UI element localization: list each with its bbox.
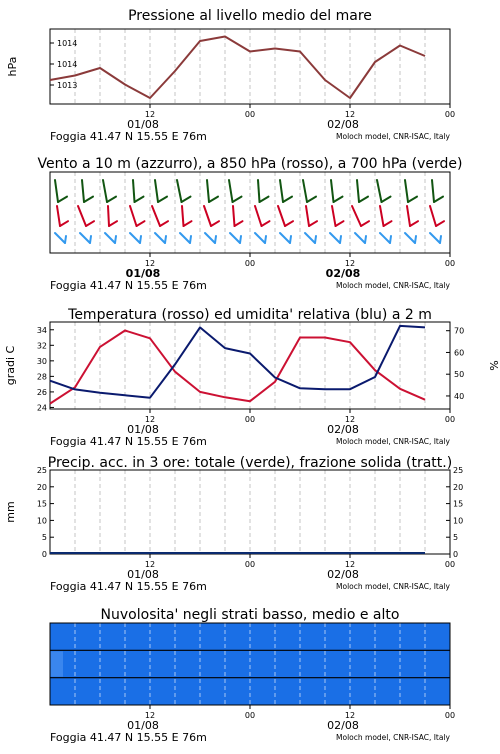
credit-label: Moloch model, CNR-ISAC, Italy (336, 437, 450, 446)
credit-label: Moloch model, CNR-ISAC, Italy (336, 582, 450, 591)
x-tick-label: 00 (444, 560, 456, 569)
panel-4-y-tick-label: 15 (36, 499, 47, 509)
x-tick-label: 12 (344, 259, 356, 268)
wind-barb-10m (315, 236, 316, 243)
wind-barb-850hpa (285, 221, 293, 226)
wind-barbs (55, 180, 444, 243)
wind-barb-700hpa (182, 197, 191, 202)
wind-barb-850hpa (57, 206, 60, 226)
wind-barb-700hpa (82, 180, 84, 202)
x-date-label: 02/08 (327, 423, 359, 436)
wind-barb-10m (230, 233, 240, 243)
x-date-label: 01/08 (127, 118, 159, 131)
wind-barb-700hpa (177, 180, 182, 202)
wind-barb-10m (90, 236, 91, 243)
panel-4-y-tick-label: 20 (36, 482, 47, 492)
x-date-label: 01/08 (127, 568, 159, 581)
wind-barb-850hpa (352, 206, 361, 226)
credit-label: Moloch model, CNR-ISAC, Italy (336, 132, 450, 141)
wind-barb-10m (140, 236, 141, 243)
wind-barb-10m (290, 236, 291, 243)
x-tick-label: 00 (244, 560, 256, 569)
wind-barb-10m (365, 236, 366, 243)
pressure-line (50, 37, 425, 99)
wind-barb-10m (65, 236, 66, 243)
wind-barb-10m (240, 236, 241, 243)
wind-barb-10m (190, 236, 191, 243)
panel-3-y-tick-label: 30 (36, 356, 47, 366)
wind-barb-850hpa (108, 206, 109, 226)
panel-4-y2-tick-label: 10 (453, 516, 464, 526)
wind-barb-700hpa (135, 197, 144, 202)
wind-barb-700hpa (432, 180, 434, 202)
panel-5-title: Nuvolosita' negli strati basso, medio e alto (100, 607, 400, 623)
location-label: Foggia 41.47 N 15.55 E 76m (50, 580, 207, 593)
wind-barb-850hpa (436, 221, 444, 226)
wind-barb-850hpa (78, 206, 86, 226)
panel-1-y-tick-label: 1014 (57, 60, 78, 69)
wind-barb-850hpa (160, 221, 168, 226)
wind-barb-700hpa (207, 180, 209, 202)
wind-barb-850hpa (430, 206, 436, 226)
x-tick-label: 00 (444, 110, 456, 119)
wind-barb-850hpa (86, 221, 94, 226)
wind-barb-850hpa (109, 221, 117, 226)
wind-barb-850hpa (152, 206, 160, 226)
x-tick-label: 12 (144, 711, 156, 720)
x-tick-label: 12 (144, 110, 156, 119)
x-tick-label: 00 (244, 110, 256, 119)
x-date-label: 01/08 (127, 423, 159, 436)
x-tick-label: 12 (344, 711, 356, 720)
wind-barb-10m (415, 236, 416, 243)
wind-barb-700hpa (334, 197, 343, 202)
panel-3-y2-tick-label: 50 (454, 370, 465, 380)
x-tick-label: 00 (444, 415, 456, 424)
wind-barb-10m (340, 236, 341, 243)
wind-barb-850hpa (60, 221, 68, 226)
panel-4-y-tick-label: 25 (36, 466, 47, 475)
wind-barb-10m (155, 233, 165, 243)
panel-4-y2-tick-label: 15 (453, 499, 464, 509)
wind-barb-700hpa (233, 197, 242, 202)
panel-3-y2-tick-label: 70 (454, 326, 465, 336)
panel-3-y-tick-label: 32 (36, 341, 47, 351)
x-tick-label: 12 (344, 560, 356, 569)
wind-barb-700hpa (84, 197, 93, 202)
wind-barb-10m (115, 236, 116, 243)
wind-barb-10m (355, 233, 365, 243)
wind-barb-10m (380, 233, 390, 243)
wind-barb-10m (265, 236, 266, 243)
wind-barb-10m (105, 233, 115, 243)
wind-barb-850hpa (336, 221, 344, 226)
wind-barb-700hpa (107, 197, 116, 202)
panel-3-y-tick-label: 28 (36, 372, 47, 382)
location-label: Foggia 41.47 N 15.55 E 76m (50, 731, 207, 744)
panel-3-title: Temperatura (rosso) ed umidita' relativa (blu) a 2 m (68, 307, 432, 323)
panel-4-y-tick-label: 5 (41, 533, 47, 543)
panel-3-y2-tick-label: 60 (454, 348, 465, 358)
wind-barb-10m (130, 233, 140, 243)
wind-barb-10m (165, 236, 166, 243)
wind-barb-10m (330, 233, 340, 243)
wind-barb-700hpa (158, 197, 167, 202)
x-date-label: 01/08 (125, 267, 161, 280)
panel-1-title: Pressione al livello medio del mare (128, 8, 372, 24)
wind-barb-850hpa (255, 206, 262, 226)
panel-1-y-tick-label: 1013 (57, 81, 78, 90)
panel-4-ylabel: mm (4, 501, 17, 523)
wind-barb-700hpa (377, 180, 382, 202)
panel-3-y-tick-label: 34 (36, 325, 47, 335)
wind-barb-850hpa (278, 206, 285, 226)
wind-barb-850hpa (380, 206, 384, 226)
cloud-cell-light (50, 651, 63, 676)
wind-barb-10m (430, 233, 440, 243)
wind-barb-10m (205, 233, 215, 243)
wind-barb-700hpa (331, 180, 334, 202)
location-label: Foggia 41.47 N 15.55 E 76m (50, 279, 207, 292)
panel-3-y-tick-label: 24 (36, 403, 47, 413)
wind-barb-700hpa (359, 197, 368, 202)
wind-barb-700hpa (434, 197, 443, 202)
wind-barb-10m (180, 233, 190, 243)
x-date-label: 02/08 (327, 568, 359, 581)
wind-barb-850hpa (233, 206, 235, 226)
panel-4-title: Precip. acc. in 3 ore: totale (verde), frazione solida (tratt.) (47, 455, 453, 471)
wind-barb-700hpa (155, 180, 158, 202)
panel-3-y-tick-label: 26 (36, 387, 47, 397)
x-tick-label: 12 (344, 110, 356, 119)
wind-barb-850hpa (410, 221, 418, 226)
wind-barb-850hpa (204, 206, 211, 226)
wind-barb-850hpa (182, 206, 184, 226)
panel-4-y2-tick-label: 0 (453, 550, 459, 559)
panel-4-y2-tick-label: 20 (453, 482, 464, 492)
x-date-label: 02/08 (327, 118, 359, 131)
x-tick-label: 00 (244, 711, 256, 720)
wind-barb-700hpa (229, 180, 233, 202)
location-label: Foggia 41.47 N 15.55 E 76m (50, 130, 207, 143)
wind-barb-700hpa (283, 197, 292, 202)
x-date-label: 01/08 (127, 719, 159, 732)
wind-barb-700hpa (408, 197, 417, 202)
wind-barb-10m (80, 233, 90, 243)
wind-barb-10m (440, 236, 441, 243)
x-tick-label: 12 (144, 415, 156, 424)
panel-4-y-tick-label: 10 (36, 516, 47, 526)
panel-1-ylabel: hPa (6, 56, 19, 77)
wind-barb-850hpa (309, 221, 317, 226)
wind-barb-700hpa (280, 180, 283, 202)
panel-4-y2-tick-label: 5 (453, 533, 459, 543)
credit-label: Moloch model, CNR-ISAC, Italy (336, 733, 450, 742)
credit-label: Moloch model, CNR-ISAC, Italy (336, 281, 450, 290)
x-tick-label: 12 (144, 560, 156, 569)
wind-barb-700hpa (405, 180, 408, 202)
x-tick-label: 00 (244, 259, 256, 268)
wind-barb-10m (255, 233, 265, 243)
wind-barb-700hpa (133, 180, 135, 202)
wind-barb-850hpa (184, 221, 192, 226)
wind-barb-850hpa (361, 221, 369, 226)
panel-3-y2label: % (487, 360, 500, 371)
wind-barb-850hpa (130, 206, 137, 226)
panel-3-ylabel: gradi C (4, 345, 17, 386)
wind-barb-10m (280, 233, 290, 243)
x-tick-label: 12 (144, 259, 156, 268)
x-tick-label: 00 (444, 711, 456, 720)
wind-barb-10m (215, 236, 216, 243)
wind-barb-850hpa (407, 206, 410, 226)
wind-barb-850hpa (384, 221, 392, 226)
wind-barb-700hpa (260, 197, 269, 202)
wind-barb-850hpa (262, 221, 270, 226)
wind-barb-850hpa (306, 206, 309, 226)
wind-barb-850hpa (235, 221, 243, 226)
wind-barb-700hpa (209, 197, 218, 202)
panel-4-y-tick-label: 0 (41, 550, 47, 559)
wind-barb-10m (305, 233, 315, 243)
wind-barb-850hpa (137, 221, 145, 226)
wind-barb-700hpa (103, 180, 107, 202)
wind-barb-700hpa (357, 180, 359, 202)
x-date-label: 02/08 (327, 719, 359, 732)
panel-3-y2-tick-label: 40 (454, 391, 465, 401)
wind-barb-700hpa (307, 197, 316, 202)
wind-barb-10m (55, 233, 65, 243)
wind-barb-850hpa (332, 206, 336, 226)
x-tick-label: 12 (344, 415, 356, 424)
wind-barb-700hpa (58, 197, 67, 202)
wind-barb-700hpa (382, 197, 391, 202)
wind-barb-700hpa (55, 180, 58, 202)
wind-barb-10m (390, 236, 391, 243)
location-label: Foggia 41.47 N 15.55 E 76m (50, 435, 207, 448)
wind-barb-10m (405, 233, 415, 243)
panel-4-y2-tick-label: 25 (453, 466, 464, 475)
x-tick-label: 00 (444, 259, 456, 268)
wind-barb-850hpa (211, 221, 219, 226)
x-date-label: 02/08 (325, 267, 361, 280)
panel-2-title: Vento a 10 m (azzurro), a 850 hPa (rosso), a 700 hPa (verde) (37, 156, 463, 172)
x-tick-label: 00 (244, 415, 256, 424)
panel-1-y-tick-label: 1014 (57, 39, 78, 48)
wind-barb-700hpa (303, 180, 307, 202)
wind-barb-700hpa (258, 180, 260, 202)
